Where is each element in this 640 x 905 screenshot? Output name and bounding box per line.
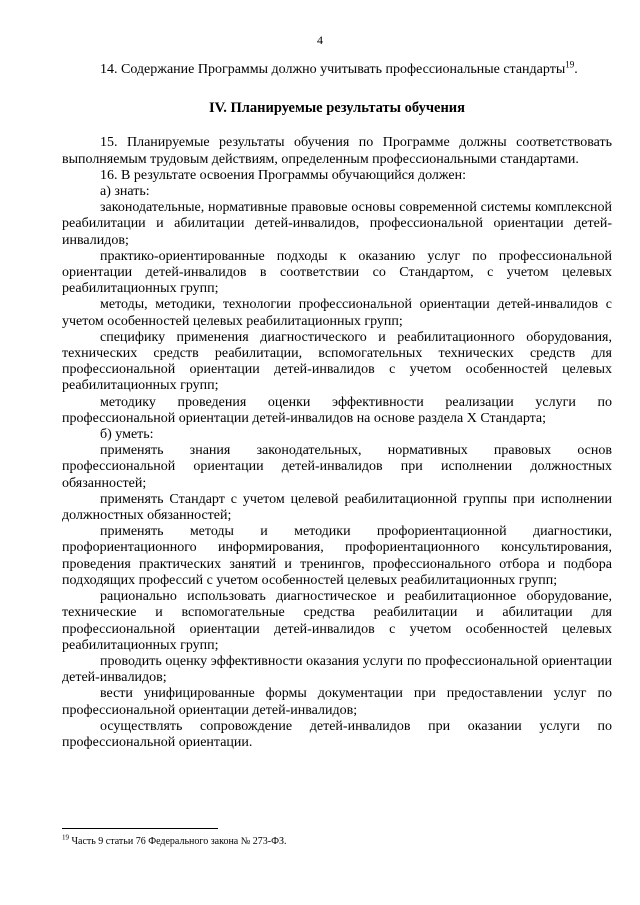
can-item: применять методы и методики профориентационной диагностики, профориентационного информирования, профориентационного консультирования, проведения практических занятий и тренингов, профессионального отбора и подбора подходящих профессий с учетом особенностей целевых реабилитационных групп; [62,524,612,588]
section-heading: IV. Планируемые результаты обучения [208,100,465,117]
can-item: осуществлять сопровождение детей-инвалидов при оказании услуги по профессиональной ориентации. [62,718,612,750]
can-item: вести унифицированные формы документации при предоставлении услуг по профессиональной ориентации детей-инвалидов; [62,686,612,718]
know-item: методику проведения оценки эффективности реализации услуги по профессиональной ориентации детей-инвалидов на основе раздела X Стандарта; [62,394,612,426]
clause-15: 15. Планируемые результаты обучения по Программе должны соответствовать выполняемым трудовым действиям, определенным профессиональными стандартами. [62,135,612,167]
footnote-separator [62,828,218,829]
clause-14 [62,59,612,78]
know-label: а) знать: [100,184,150,200]
page-number: 4 [317,33,323,47]
clause-14-tail: . [574,62,578,77]
clause-16: 16. В результате освоения Программы обучающийся должен: [100,167,466,183]
can-item: проводить оценку эффективности оказания услуги по профессиональной ориентации детей-инвалидов; [62,653,612,686]
can-item: применять знания законодательных, нормативных правовых основ профессиональной ориентации детей-инвалидов при исполнении должностных обязанностей; [62,443,612,491]
footnote-text: Часть 9 статьи 76 Федерального закона № 273-ФЗ. [71,836,287,847]
know-item: методы, методики, технологии профессиональной ориентации детей-инвалидов с учетом особенностей целевых реабилитационных групп; [62,297,612,329]
know-item: специфику применения диагностического и реабилитационного оборудования, технических средств реабилитации, вспомогательных технических средств для профессиональной ориентации детей-инвалидов с учетом особенностей целевых реабилитационных групп; [62,329,612,394]
clause-14-text: 14. Содержание Программы должно учитывать профессиональные стандарты [100,62,566,77]
can-item: применять Стандарт с учетом целевой реабилитационной группы при исполнении должностных обязанностей; [62,491,612,524]
can-label: б) уметь: [100,427,154,443]
document-body [62,59,612,751]
know-item: законодательные, нормативные правовые основы современной системы комплексной реабилитации и абилитации детей-инвалидов, профессиональной ориентации детей-инвалидов; [62,200,612,248]
know-item: практико-ориентированные подходы к оказанию услуг по профессиональной ориентации детей-инвалидов в соответствии со Стандартом, с учетом целевых реабилитационных групп; [62,248,612,297]
footnote [62,833,612,848]
footnote-mark: 19 [62,833,69,842]
footnote-reference[interactable]: 19 [565,59,575,70]
can-item: рационально использовать диагностическое и реабилитационное оборудование, технические и вспомогательные средства реабилитации и абилитации для профессиональной ориентации детей-инвалидов с учетом особенностей целевых реабилитационных групп; [62,589,612,653]
